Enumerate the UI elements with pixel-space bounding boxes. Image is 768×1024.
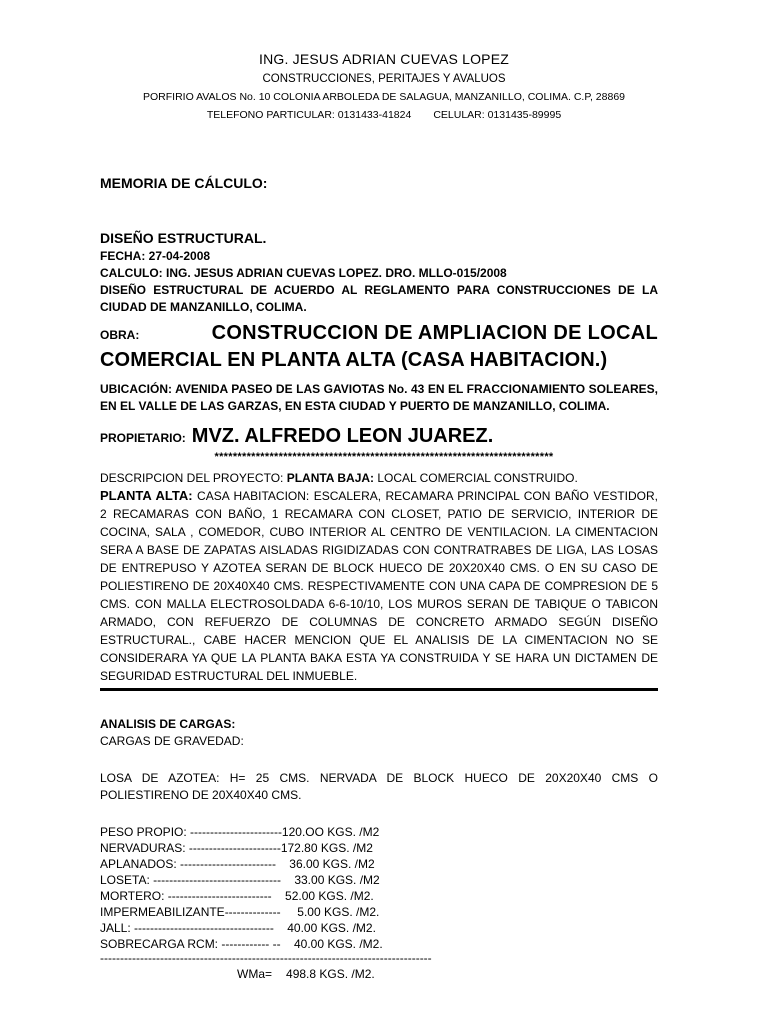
phone-number: TELEFONO PARTICULAR: 0131433-41824 — [206, 109, 412, 121]
descripcion-line — [100, 469, 658, 487]
engineer-name: ING. JESUS ADRIAN CUEVAS LOPEZ — [258, 51, 510, 67]
planta-alta-paragraph — [100, 487, 658, 685]
obra-title-line2: COMERCIAL EN PLANTA ALTA (CASA HABITACION.) — [100, 349, 608, 371]
total-value: 498.8 KGS. /M2. — [286, 967, 375, 981]
planta-alta-text: CASA HABITACION: ESCALERA, RECAMARA PRINCIPAL CON BAÑO VESTIDOR, 2 RECAMARAS CON BAÑO, 1 RECAMARA CON CLOSET, PATIO DE SERVICIO, INTERIOR DE COCINA, SALA , COMEDOR, CUBO INTERIOR AL CENTRO DE VENTILACION. LA CIMENTACION SERA A BASE DE ZAPATAS AISLADAS RIGIDIZADAS CON CONTRATRABES DE LIGA, LAS LOSAS DE ENTREPUSO Y AZOTEA SERAN DE BLOCK HUECO DE 20X20X40 CMS. O EN SU CASO DE POLIESTIRENO DE 20X40X40 CMS. RESPECTIVAMENTE CON UNA CAPA DE COMPRESION DE 5 CMS. CON MALLA ELECTROSOLDADA 6-6-10/10, LOS MUROS SERAN DE TABIQUE O TABICON ARMADO, CON REFUERZO DE COLUMNAS DE CONCRETO ARMADO SEGÚN DISEÑO ESTRUCTURAL., CABE HACER MENCION QUE EL ANALISIS DE LA CIMENTACION NO SE CONSIDERARA YA QUE LA PLANTA BAKA ESTA YA CONSTRUIDA Y SE HARA UN DICTAMEN DE SEGURIDAD ESTRUCTURAL DEL INMUEBLE. — [100, 489, 658, 683]
propietario-label: PROPIETARIO: — [100, 431, 186, 445]
load-row: JALL: ----------------------------------- 40.00 KGS. /M2. — [100, 921, 376, 935]
load-row: IMPERMEABILIZANTE-------------- 5.00 KGS. /M2. — [100, 905, 380, 919]
asterisk-divider: ************************************************************************** — [214, 451, 554, 463]
dash-separator: ----------------------------------------------------------------------------------- — [100, 952, 432, 964]
company-subtitle: CONSTRUCCIONES, PERITAJES Y AVALUOS — [262, 73, 506, 85]
planta-baja-label: PLANTA BAJA: — [286, 471, 375, 485]
load-row: SOBRECARGA RCM: ------------ -- 40.00 KGS. /M2. — [100, 937, 383, 951]
cell-number: CELULAR: 0131435-89995 — [433, 109, 562, 121]
reglamento-paragraph: DISEÑO ESTRUCTURAL DE ACUERDO AL REGLAMENTO PARA CONSTRUCCIONES DE LA CIUDAD DE MANZANILLO, COLIMA. — [100, 283, 658, 314]
total-label: WMa= — [237, 967, 273, 981]
planta-baja-text: LOCAL COMERCIAL CONSTRUIDO. — [374, 471, 578, 485]
section-title: DISEÑO ESTRUCTURAL. — [100, 230, 267, 246]
analisis-heading: ANALISIS DE CARGAS: — [100, 717, 236, 731]
load-row: LOSETA: -------------------------------- 33.00 KGS. /M2 — [100, 873, 380, 887]
cargas-heading: CARGAS DE GRAVEDAD: — [100, 734, 244, 748]
propietario-line — [100, 425, 658, 448]
load-row: APLANADOS: ------------------------ 36.00 KGS. /M2 — [100, 857, 375, 871]
load-row: NERVADURAS: -----------------------172.80 KGS. /M2 — [100, 841, 373, 855]
losa-paragraph: LOSA DE AZOTEA: H= 25 CMS. NERVADA DE BLOCK HUECO DE 20X20X40 CMS O POLIESTIRENO DE 20X40X40 CMS. — [100, 771, 658, 802]
loads-list — [100, 824, 658, 984]
obra-line — [100, 322, 658, 345]
document-title: MEMORIA DE CÁLCULO: — [100, 175, 268, 191]
obra-label: OBRA: — [100, 328, 140, 342]
planta-alta-label: PLANTA ALTA: — [100, 488, 193, 503]
calculo-line: CALCULO: ING. JESUS ADRIAN CUEVAS LOPEZ. DRO. MLLO-015/2008 — [100, 266, 507, 280]
document-body — [100, 172, 658, 984]
ubicacion-paragraph: UBICACIÓN: AVENIDA PASEO DE LAS GAVIOTAS No. 43 EN EL FRACCIONAMIENTO SOLEARES, EN EL VALLE DE LAS GARZAS, EN ESTA CIUDAD Y PUERTO DE MANZANILLO, COLIMA. — [100, 382, 658, 413]
load-row: PESO PROPIO: -----------------------120.OO KGS. /M2 — [100, 825, 380, 839]
propietario-name: MVZ. ALFREDO LEON JUAREZ. — [191, 425, 494, 447]
descripcion-prefix: DESCRIPCION DEL PROYECTO: — [100, 471, 287, 485]
total-line — [237, 964, 658, 984]
letterhead — [0, 48, 768, 124]
date-line: FECHA: 27-04-2008 — [100, 249, 211, 263]
contact-phones — [0, 106, 768, 124]
obra-title-line1: CONSTRUCCION DE AMPLIACION DE LOCAL — [211, 322, 658, 344]
company-address: PORFIRIO AVALOS No. 10 COLONIA ARBOLEDA DE SALAGUA, MANZANILLO, COLIMA. C.P, 28869 — [142, 91, 625, 103]
load-row: MORTERO: -------------------------- 52.00 KGS. /M2. — [100, 889, 374, 903]
